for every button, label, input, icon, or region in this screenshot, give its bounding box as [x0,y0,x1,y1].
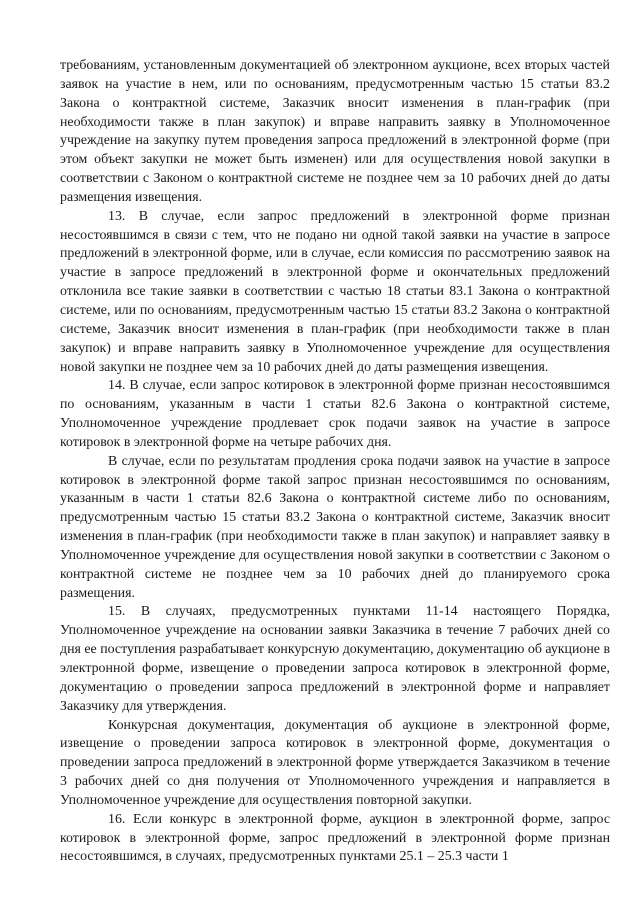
document-page [60,57,610,867]
paragraph-item-13: 13. В случае, если запрос предложений в электронной форме признан несостоявшимся в связи с тем, что не подано ни одной такой заявки на участие в запросе предложений в электронной форме, или в случае, если комиссия по рассмотрению заявок на участие в запросе предложений в электронной форме и окончательных предложений отклонила все такие заявки в соответствии с частью 18 статьи 83.1 Закона о контрактной системе, или по основаниям, предусмотренным частью 15 статьи 83.2 Закона о контрактной системе, Заказчик вносит изменения в план-график (при необходимости также в план закупок) и вправе направить заявку в Уполномоченное учреждение для осуществления новой закупки не позднее чем за 10 рабочих дней до даты размещения извещения. [60,208,610,375]
paragraph-item-14-extension: В случае, если по результатам продления срока подачи заявок на участие в запросе котировок в электронной форме такой запрос признан несостоявшимся по основаниям, указанным в части 1 статьи 82.6 Закона о контрактной системе либо по основаниям, предусмотренным частью 15 статьи 83.2 Закона о контрактной системе, Заказчик вносит изменения в план-график (при необходимости также в план закупок) и направляет заявку в Уполномоченное учреждение для осуществления новой закупки в соответствии с Законом о контрактной системе не позднее чем за 10 рабочих дней до планируемого срока размещения. [60,453,610,601]
paragraph-item-15: 15. В случаях, предусмотренных пунктами 11-14 настоящего Порядка, Уполномоченное учреждение на основании заявки Заказчика в течение 7 рабочих дней со дня ее поступления разрабатывает конкурсную документацию, документацию об аукционе в электронной форме, извещение о проведении запроса котировок в электронной форме, документацию о проведении запроса предложений в электронной форме и направляет Заказчику для утверждения. [60,604,610,714]
paragraph-item-14: 14. В случае, если запрос котировок в электронной форме признан несостоявшимся по основаниям, указанным в части 1 статьи 82.6 Закона о контрактной системе, Уполномоченное учреждение продлевает срок подачи заявок на участие в запросе котировок в электронной форме на четыре рабочих дня. [60,378,610,450]
paragraph-item-15-approval: Конкурсная документация, документация об аукционе в электронной форме, извещение о проведении запроса котировок в электронной форме, документация о проведении запроса предложений в электронной форме утверждается Заказчиком в течение 3 рабочих дней со дня получения от Уполномоченного учреждения и направляется в Уполномоченное учреждение для осуществления повторной закупки. [60,717,610,808]
paragraph-continuation: требованиям, установленным документацией об электронном аукционе, всех вторых частей заявок на участие в нем, или по основаниям, предусмотренным частью 15 статьи 83.2 Закона о контрактной системе, Заказчик вносит изменения в план-график (при необходимости также в план закупок) и вправе направить заявку в Уполномоченное учреждение на закупку путем проведения запроса предложений в электронной форме (при этом объект закупки не может быть изменен) или для осуществления новой закупки в соответствии с Законом о контрактной системе не позднее чем за 10 рабочих дней до даты размещения извещения. [60,58,610,205]
paragraph-item-16: 16. Если конкурс в электронной форме, аукцион в электронной форме, запрос котировок в электронной форме, запрос предложений в электронной форме признан несостоявшимся, в случаях, предусмотренных пунктами 25.1 – 25.3 части 1 [60,811,610,865]
